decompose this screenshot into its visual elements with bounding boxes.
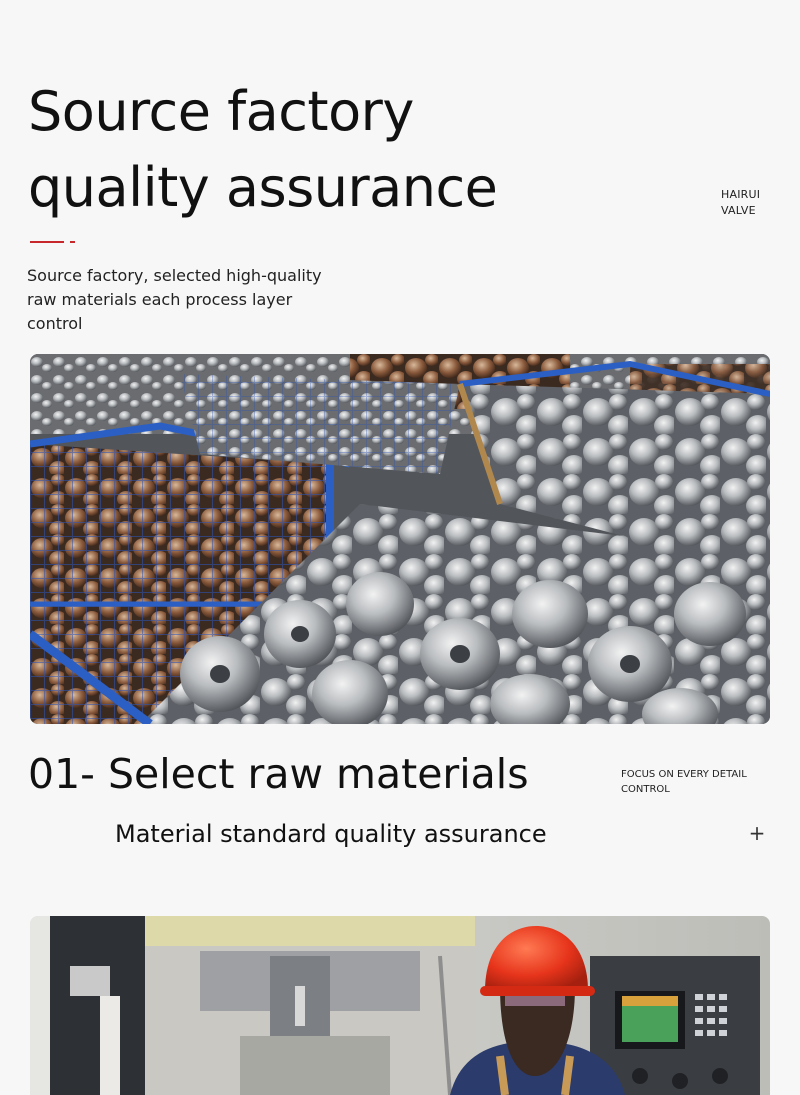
- hero-title-line2: quality assurance: [28, 156, 498, 219]
- raw-materials-illustration: [30, 354, 770, 724]
- section-subtitle: Material standard quality assurance: [115, 820, 547, 848]
- hero-title: [28, 74, 497, 226]
- brand-label: [721, 187, 760, 219]
- accent-divider: [30, 241, 75, 243]
- hero-title-line1: Source factory: [28, 80, 414, 143]
- machining-illustration: [30, 916, 770, 1095]
- brand-line2: VALVE: [721, 204, 756, 217]
- focus-line1: FOCUS ON EVERY DETAIL: [621, 769, 747, 780]
- section-title: 01- Select raw materials: [28, 750, 529, 798]
- hero-description: Source factory, selected high-quality raw materials each process layer control: [27, 266, 322, 333]
- focus-tagline: [621, 767, 747, 797]
- accent-divider-long: [30, 241, 64, 243]
- expand-plus-icon[interactable]: +: [748, 821, 766, 845]
- focus-line2: CONTROL: [621, 784, 670, 795]
- raw-materials-photo: [30, 354, 770, 724]
- accent-divider-short: [70, 241, 75, 243]
- machining-photo: [30, 916, 770, 1095]
- brand-line1: HAIRUI: [721, 188, 761, 201]
